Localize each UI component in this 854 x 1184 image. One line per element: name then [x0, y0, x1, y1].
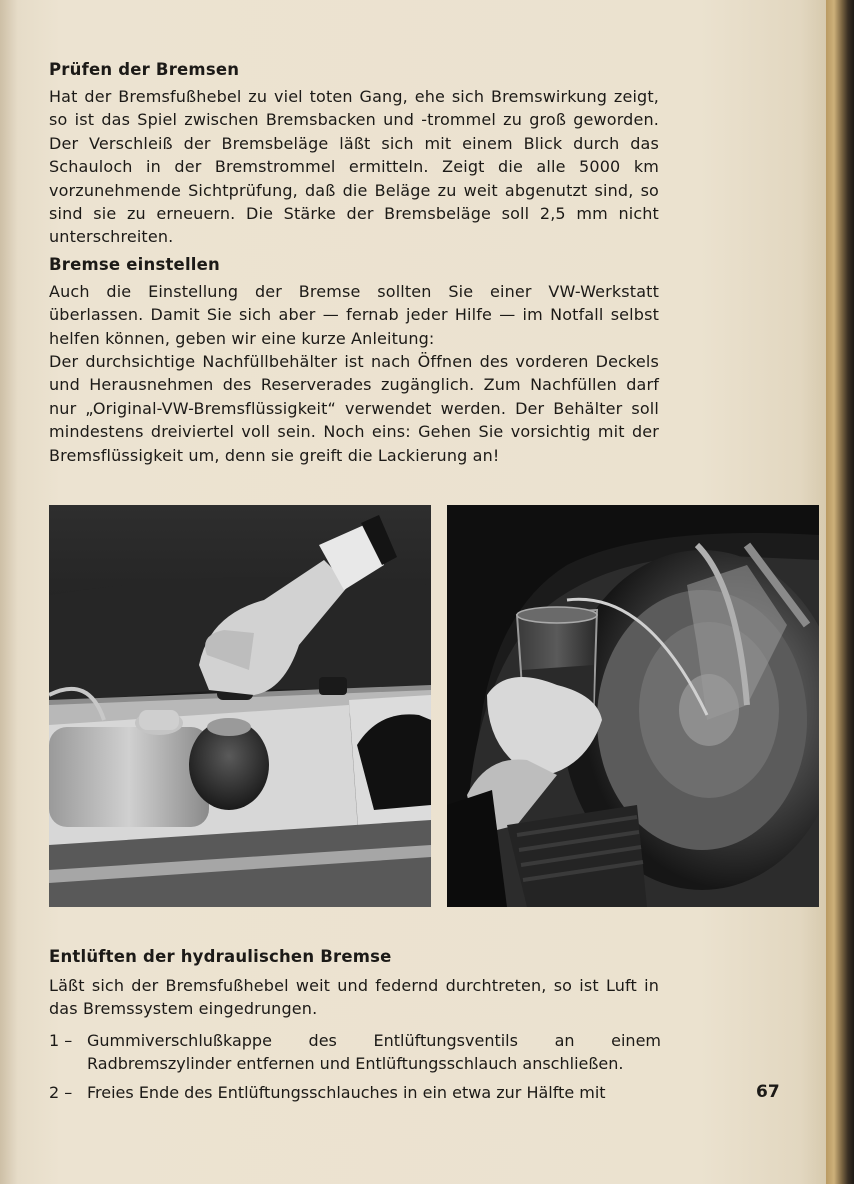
- steps-list: [49, 1029, 661, 1104]
- heading-brake-adjust: Bremse einstellen: [49, 255, 220, 274]
- heading-brake-bleeding: Entlüften der hydraulischen Bremse: [49, 947, 392, 966]
- step-text: Gummiverschlußkappe des Entlüftungsventils an einem Radbremszylinder entfernen und Entlüftungsschlauch anschließen.: [87, 1031, 661, 1074]
- photo-brake-bleeding-illustration: [447, 505, 819, 907]
- paragraph-brake-fluid: Der durchsichtige Nachfüllbehälter ist nach Öffnen des vorderen Deckels und Herausnehmen des Reserverades zugänglich. Zum Nachfüllen darf nur „Original-VW-Bremsflüssigkeit“ verwendet werden. Der Behälter soll mindestens dreiviertel voll sein. Noch eins: Gehen Sie vorsichtig mit der Bremsflüssigkeit um, denn sie greift die Lackierung an!: [49, 352, 659, 465]
- page-number: 67: [756, 1082, 780, 1102]
- step-number: 2 –: [49, 1082, 73, 1102]
- photo-reservoir-refill: [49, 505, 431, 907]
- paragraph-brake-bleeding: Läßt sich der Bremsfußhebel weit und federnd durchtreten, so ist Luft in das Bremssystem eingedrungen.: [49, 976, 659, 1019]
- step-number: 1 –: [49, 1031, 73, 1050]
- step-text: Freies Ende des Entlüftungsschlauches in ein etwa zur Hälfte mit: [87, 1082, 606, 1102]
- heading-brake-check: Prüfen der Bremsen: [49, 60, 240, 79]
- photo-reservoir-illustration: [49, 505, 431, 907]
- paragraph-brake-check: Hat der Bremsfußhebel zu viel toten Gang, ehe sich Bremswirkung zeigt, so ist das Spiel zwischen Bremsbacken und -trommel zu groß geworden. Der Verschleiß der Bremsbeläge läßt sich mit einem Blick durch das Schauloch in der Bremstrommel ermitteln. Zeigt die alle 5000 km vorzunehmende Sichtprüfung, daß die Beläge zu weit abgenutzt sind, so sind sie zu erneuern. Die Stärke der Bremsbeläge soll 2,5 mm nicht unterschreiten.: [49, 87, 659, 247]
- list-item: [49, 1029, 661, 1076]
- list-item: [49, 1081, 661, 1104]
- photo-brake-bleeding: [447, 505, 819, 907]
- book-spine: [826, 0, 854, 1184]
- paragraph-brake-adjust-intro: Auch die Einstellung der Bremse sollten Sie einer VW-Werkstatt überlassen. Damit Sie sich aber — fernab jeder Hilfe — im Notfall selbst helfen können, geben wir eine kurze Anleitung:: [49, 282, 659, 348]
